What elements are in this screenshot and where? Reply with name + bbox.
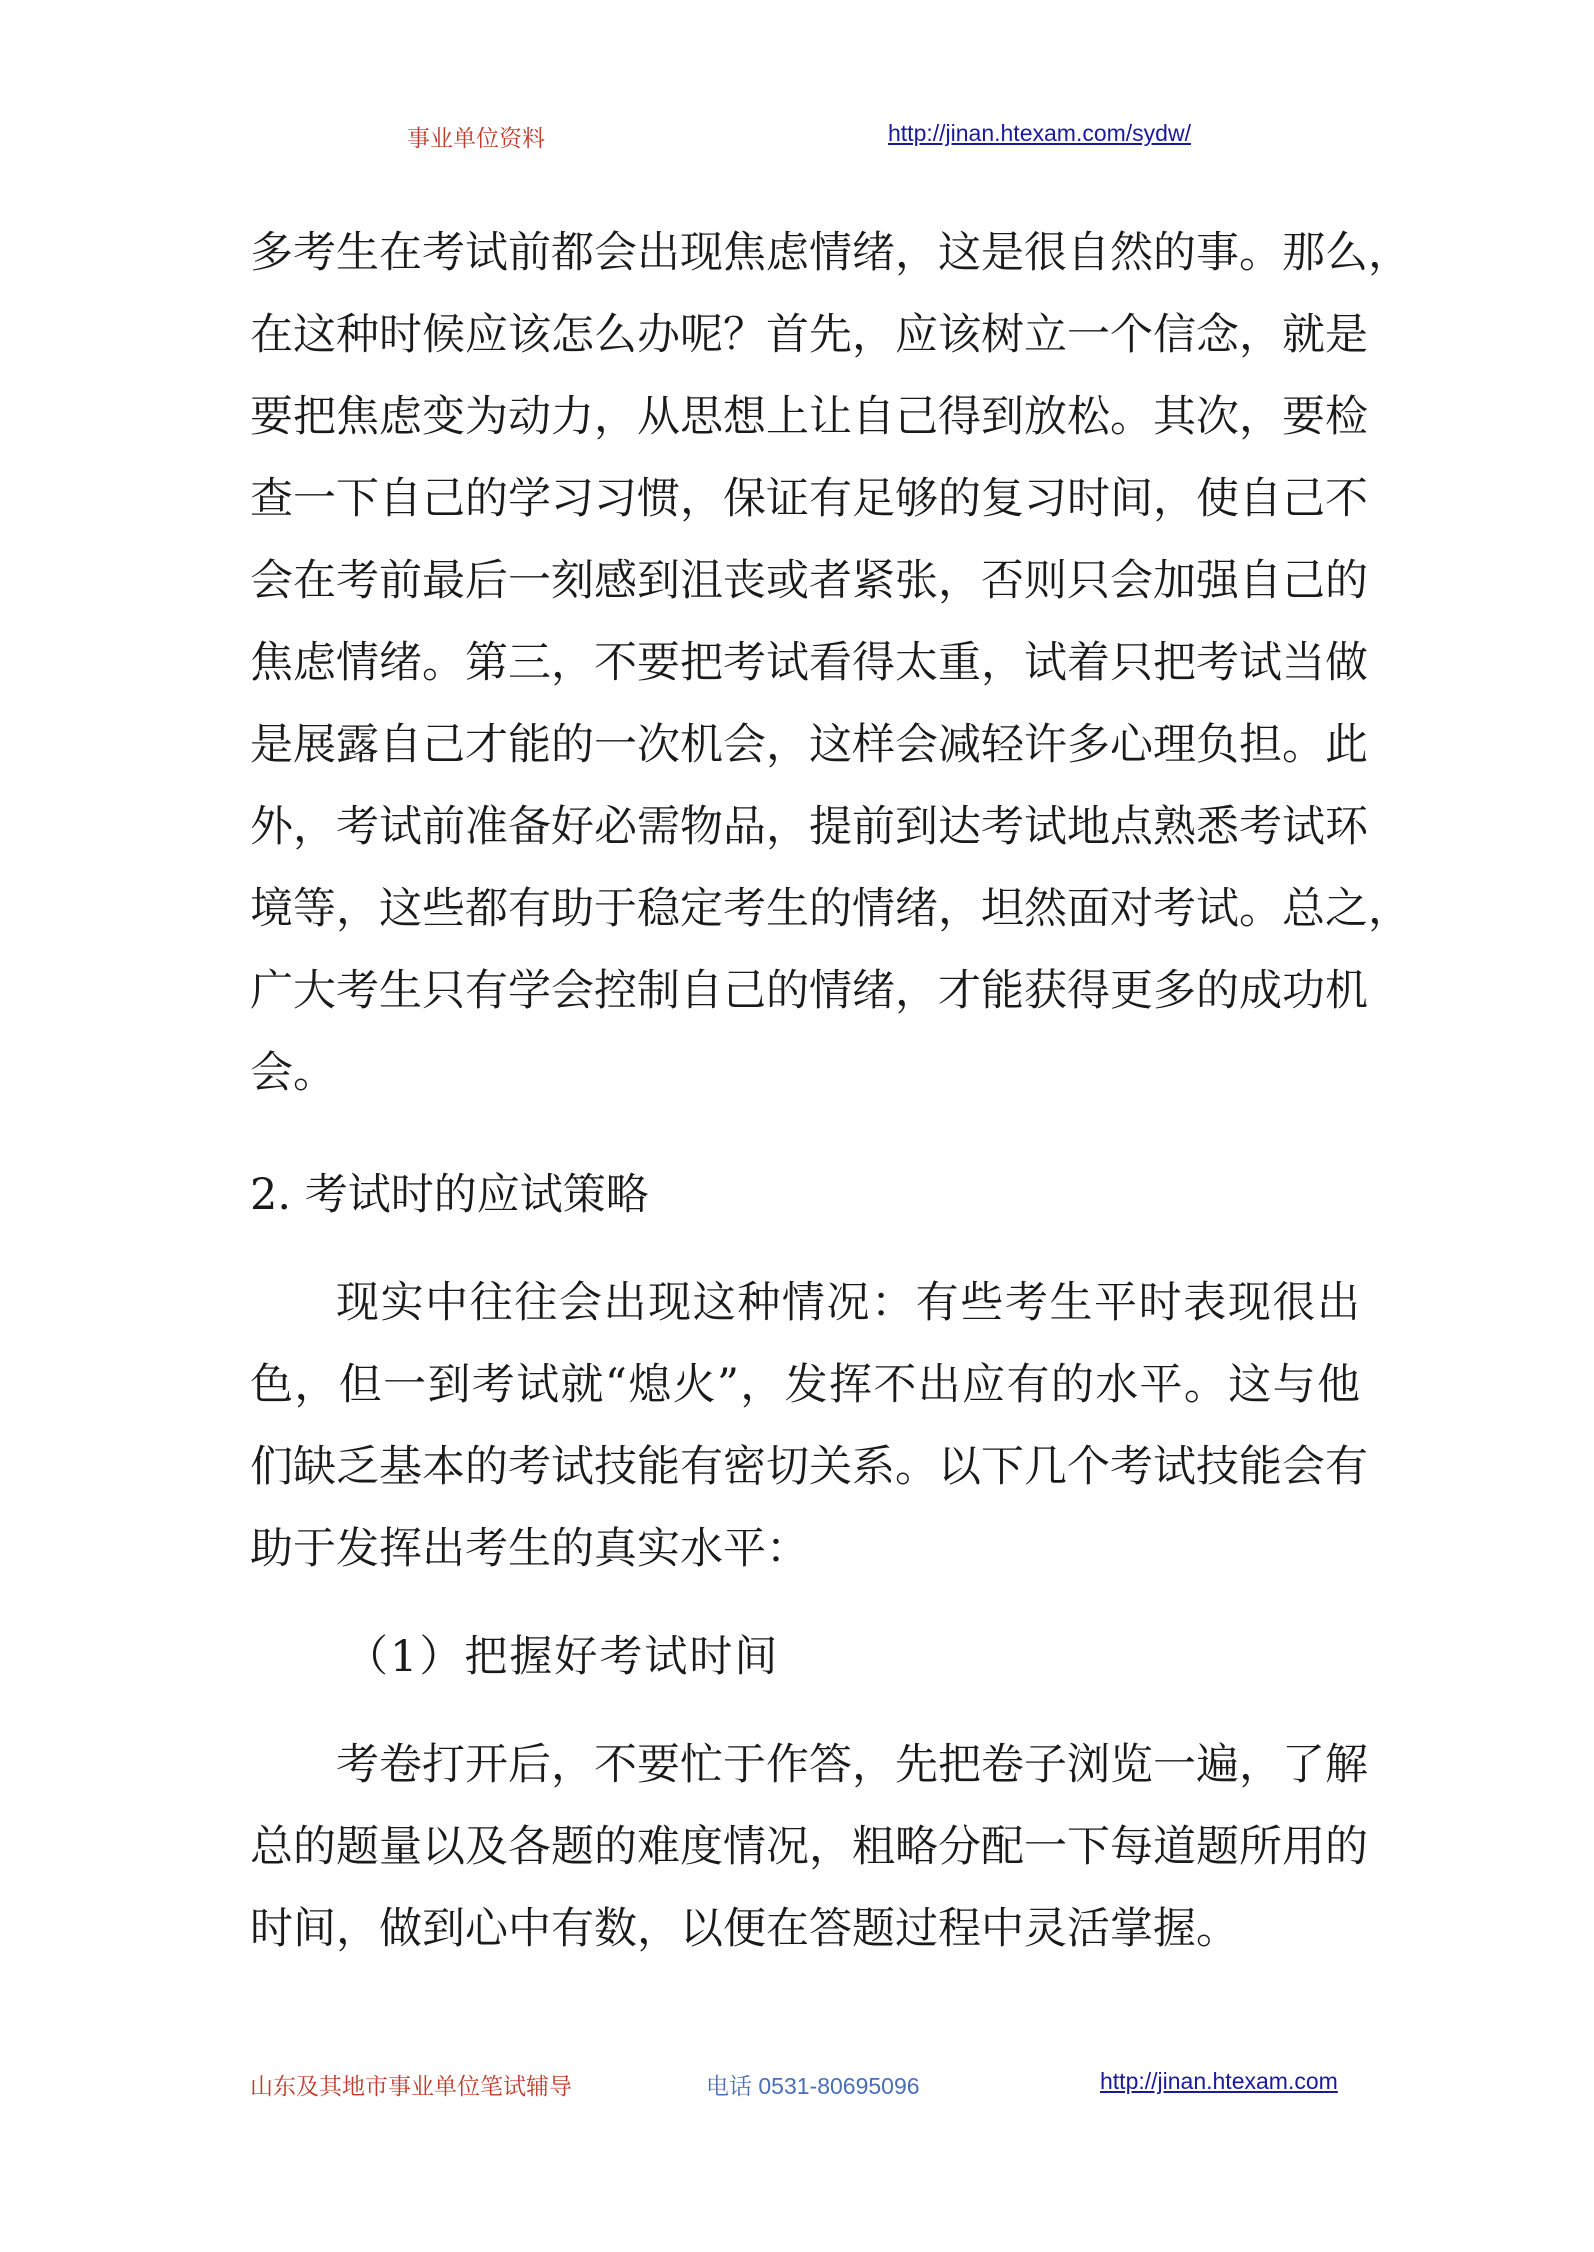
text-line: 是展露自己才能的一次机会，这样会减轻许多心理负担。此 [250,720,1368,770]
text-line: 查一下自己的学习习惯，保证有足够的复习时间，使自己不 [250,474,1368,524]
text-line: 外，考试前准备好必需物品，提前到达考试地点熟悉考试环 [250,802,1368,852]
section-heading: 2. 考试时的应试策略 [250,1170,649,1220]
text-line: 们缺乏基本的考试技能有密切关系。以下几个考试技能会有 [250,1442,1368,1492]
text-line: 广大考生只有学会控制自己的情绪，才能获得更多的成功机 [250,966,1368,1016]
paragraph-2 [250,1262,1368,1590]
text-line: 色，但一到考试就“熄火”，发挥不出应有的水平。这与他 [250,1360,1360,1410]
header-link[interactable]: http://jinan.htexam.com/sydw/ [888,120,1191,146]
footer-link[interactable]: http://jinan.htexam.com [1100,2068,1338,2094]
text-line: 境等，这些都有助于稳定考生的情绪，坦然面对考试。总之， [250,884,1411,934]
text-line: 要把焦虑变为动力，从思想上让自己得到放松。其次，要检 [250,392,1368,442]
text-line: 考卷打开后，不要忙于作答，先把卷子浏览一遍，了解 [336,1740,1368,1790]
text-line: 会。 [250,1048,336,1098]
text-line: 时间，做到心中有数，以便在答题过程中灵活掌握。 [250,1904,1239,1954]
text-line: 助于发挥出考生的真实水平： [250,1524,809,1574]
paragraph-3 [250,1724,1368,1970]
text-line: 焦虑情绪。第三，不要把考试看得太重，试着只把考试当做 [250,638,1368,688]
paragraph-1 [250,212,1411,1114]
footer-phone: 电话 0531-80695096 [706,2073,920,2099]
text-line: 现实中往往会出现这种情况：有些考生平时表现很出 [336,1278,1360,1328]
text-line: 多考生在考试前都会出现焦虑情绪，这是很自然的事。那么， [250,228,1411,278]
text-line: 总的题量以及各题的难度情况，粗略分配一下每道题所用的 [250,1822,1368,1872]
subsection-heading: （1）把握好考试时间 [345,1632,780,1682]
text-line: 会在考前最后一刻感到沮丧或者紧张，否则只会加强自己的 [250,556,1368,606]
document-body [250,212,1411,1970]
text-line: 在这种时候应该怎么办呢？首先，应该树立一个信念，就是 [250,310,1368,360]
footer-label: 山东及其地市事业单位笔试辅导 [250,2074,572,2100]
header-label: 事业单位资料 [407,126,545,152]
